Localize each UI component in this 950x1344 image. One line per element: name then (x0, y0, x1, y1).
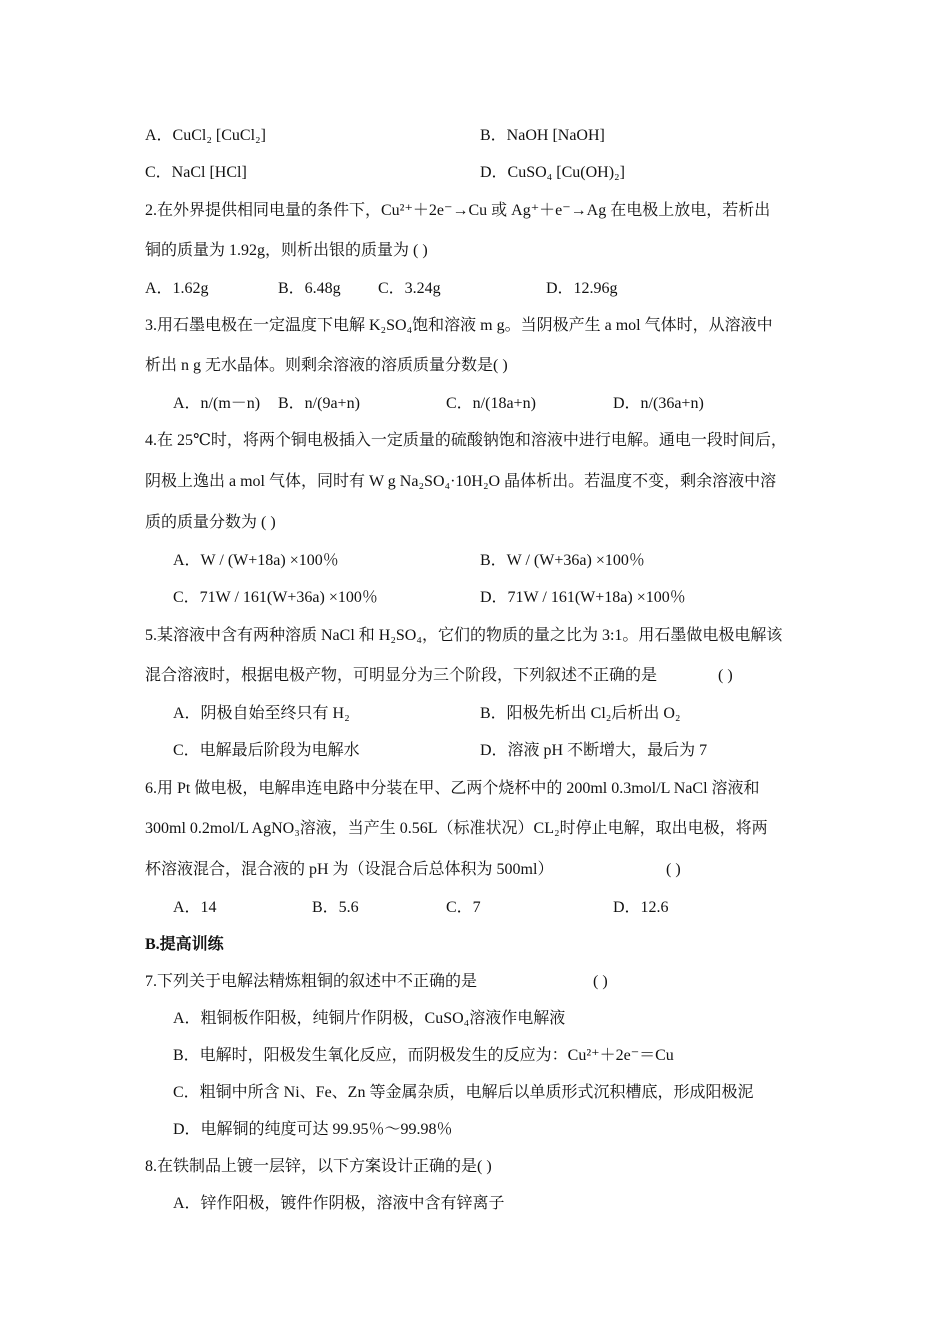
q7-answer-paren: ( ) (593, 973, 608, 990)
q2-stem-line1: 2.在外界提供相同电量的条件下，Cu²⁺＋2e⁻→Cu 或 Ag⁺＋e⁻→Ag 在电极上放电，若析出 (145, 202, 771, 219)
q3-stem-line2: 析出 n g 无水晶体。则剩余溶液的溶质质量分数是( ) (145, 357, 508, 374)
q8-option-a: A．锌作阳极，镀件作阴极，溶液中含有锌离子 (173, 1195, 505, 1212)
q5-option-d: D．溶液 pH 不断增大，最后为 7 (480, 742, 708, 759)
q3-option-d: D．n/(36a+n) (613, 395, 704, 412)
q5-stem-line1: 5.某溶液中含有两种溶质 NaCl 和 H₂SO₄，它们的物质的量之比为 3:1。用石墨做电极电解该 (145, 627, 783, 644)
q1-option-a: A．CuCl₂ [CuCl₂] (145, 127, 266, 144)
q2-option-c: C．3.24g (378, 280, 441, 297)
q3-option-b: B．n/(9a+n) (278, 395, 360, 412)
q4-option-a: A．W / (W+18a) ×100％ (173, 552, 339, 569)
q5-stem-line2: 混合溶液时，根据电极产物，可明显分为三个阶段，下列叙述不正确的是 (145, 667, 658, 684)
q6-stem-line2: 300ml 0.2mol/L AgNO₃溶液，当产生 0.56L（标准状况）CL₂时停止电解，取出电极，将两 (145, 820, 768, 837)
q6-option-a: A．14 (173, 899, 217, 916)
q4-option-c: C．71W / 161(W+36a) ×100％ (173, 589, 378, 606)
q4-stem-line1: 4.在 25℃时，将两个铜电极插入一定质量的硫酸钠饱和溶液中进行电解。通电一段时间后， (145, 432, 787, 449)
q2-option-d: D．12.96g (546, 280, 618, 297)
q1-option-b: B．NaOH [NaOH] (480, 127, 605, 144)
q6-answer-paren: ( ) (666, 861, 681, 878)
q1-option-c: C．NaCl [HCl] (145, 164, 247, 181)
q7-option-b: B．电解时，阳极发生氧化反应，而阴极发生的反应为：Cu²⁺＋2e⁻＝Cu (173, 1047, 674, 1064)
q3-option-c: C．n/(18a+n) (446, 395, 536, 412)
q3-option-a: A．n/(m－n) (173, 395, 261, 412)
q8-stem-line1: 8.在铁制品上镀一层锌，以下方案设计正确的是( ) (145, 1158, 492, 1175)
q6-stem-line1: 6.用 Pt 做电极，电解串连电路中分装在甲、乙两个烧杯中的 200ml 0.3mol/L NaCl 溶液和 (145, 780, 760, 797)
q7-option-c: C．粗铜中所含 Ni、Fe、Zn 等金属杂质，电解后以单质形式沉积槽底，形成阳极泥 (173, 1084, 754, 1101)
q6-stem-line3: 杯溶液混合，混合液的 pH 为（设混合后总体积为 500ml） (145, 861, 554, 878)
q2-option-a: A．1.62g (145, 280, 209, 297)
q6-option-b: B．5.6 (312, 899, 359, 916)
q2-option-b: B．6.48g (278, 280, 341, 297)
q7-stem-line1: 7.下列关于电解法精炼粗铜的叙述中不正确的是 (145, 973, 478, 990)
q5-option-a: A．阴极自始至终只有 H₂ (173, 705, 350, 722)
q4-option-b: B．W / (W+36a) ×100％ (480, 552, 645, 569)
q5-answer-paren: ( ) (718, 667, 733, 684)
q7-option-d: D．电解铜的纯度可达 99.95％～99.98％ (173, 1121, 453, 1138)
q4-stem-line3: 质的质量分数为 ( ) (145, 514, 276, 531)
section-heading: B.提高训练 (145, 936, 224, 953)
q6-option-c: C．7 (446, 899, 481, 916)
q2-stem-line2: 铜的质量为 1.92g，则析出银的质量为 ( ) (145, 242, 428, 259)
q7-option-a: A．粗铜板作阳极，纯铜片作阴极，CuSO₄溶液作电解液 (173, 1010, 566, 1027)
q4-option-d: D．71W / 161(W+18a) ×100％ (480, 589, 686, 606)
q6-option-d: D．12.6 (613, 899, 669, 916)
q5-option-b: B．阳极先析出 Cl₂后析出 O₂ (480, 705, 681, 722)
q5-option-c: C．电解最后阶段为电解水 (173, 742, 360, 759)
q3-stem-line1: 3.用石墨电极在一定温度下电解 K₂SO₄饱和溶液 m g。当阴极产生 a mol 气体时，从溶液中 (145, 317, 773, 334)
q1-option-d: D．CuSO₄ [Cu(OH)₂] (480, 164, 625, 181)
q4-stem-line2: 阴极上逸出 a mol 气体，同时有 W g Na₂SO₄·10H₂O 晶体析出。若温度不变，剩余溶液中溶 (145, 473, 777, 490)
